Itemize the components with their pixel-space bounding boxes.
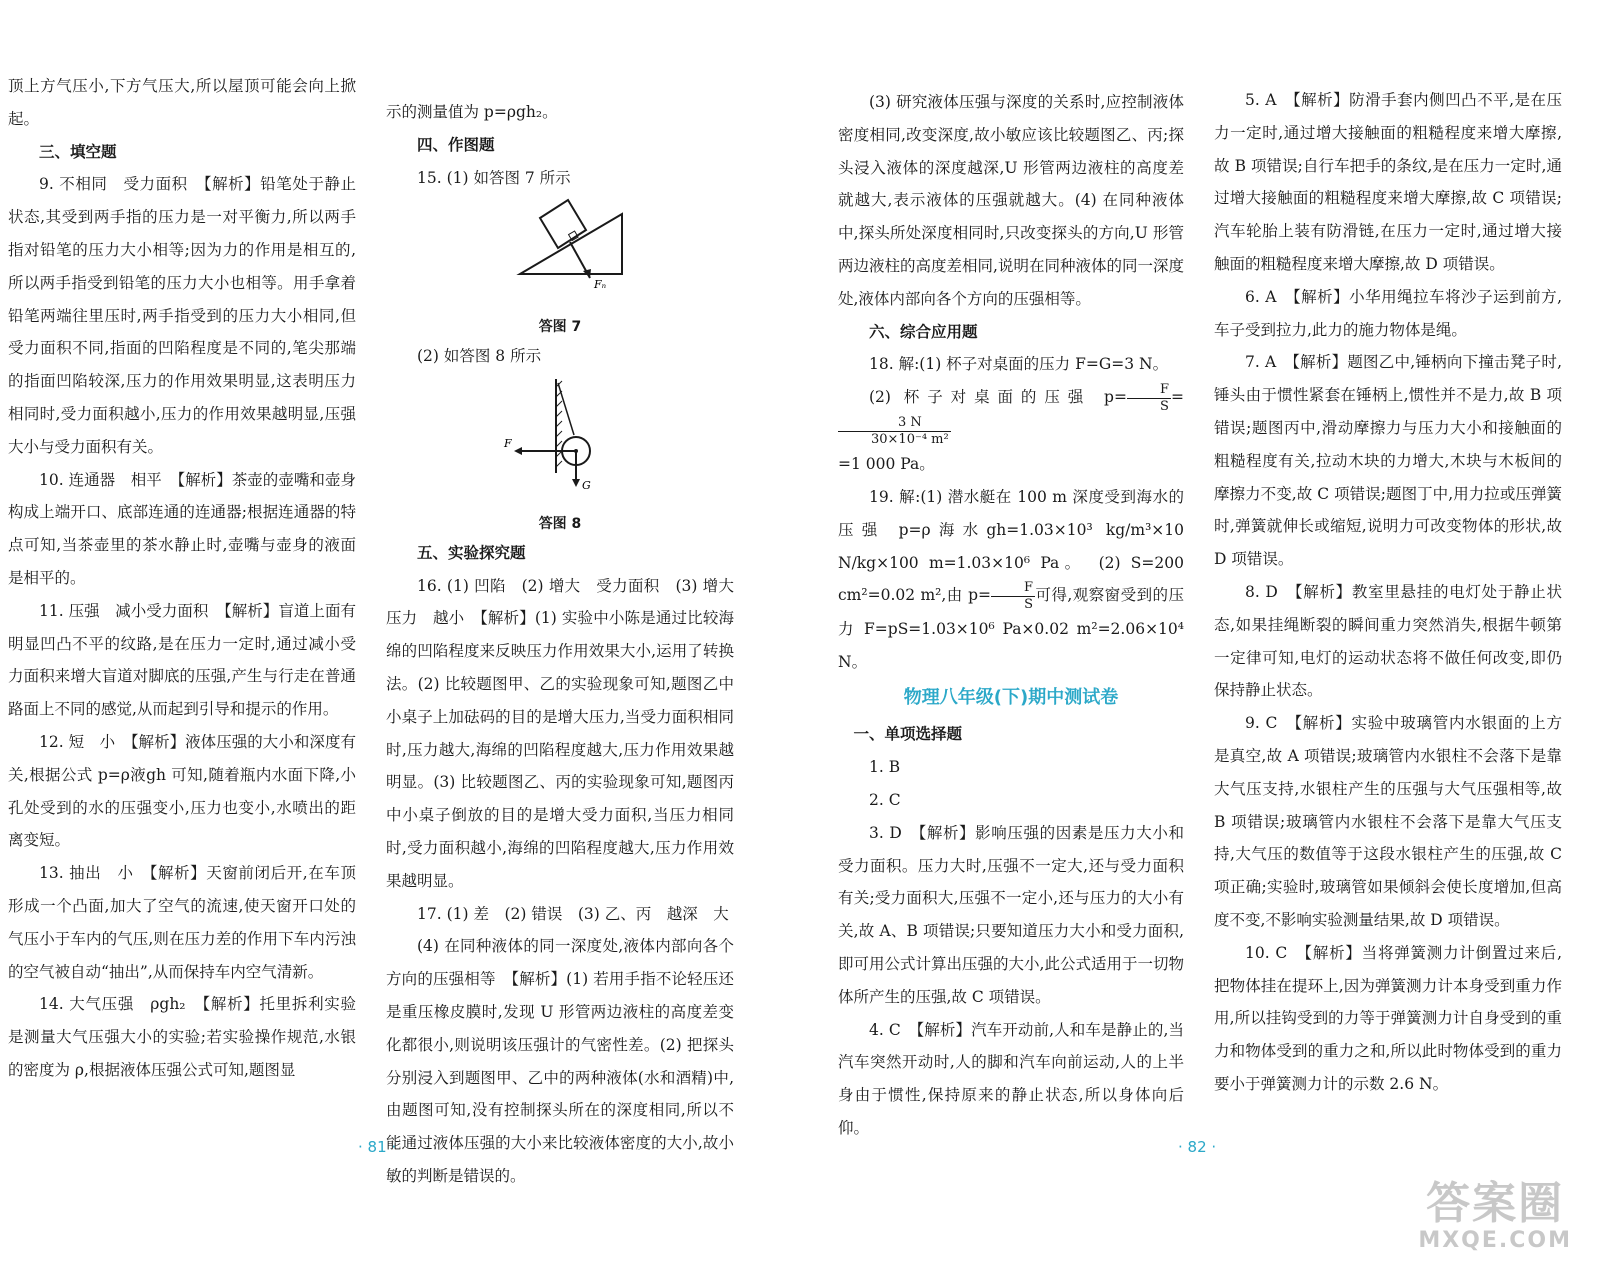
force-f-label: F	[504, 436, 512, 450]
figure-7	[386, 198, 734, 310]
answer-19-text-b: 可得,观察窗受到的压力 F=pS=1.03×10⁶ Pa×0.02 m²=2.06×10⁴ N。	[838, 586, 1184, 671]
fraction-denominator: S	[1024, 596, 1033, 612]
answer-18-a: 18. 解:(1) 杯子对桌面的压力 F=G=3 N。	[869, 355, 1169, 374]
answer-15-1: 15. (1) 如答图 7 所示	[417, 168, 571, 187]
answer-9-c: 9. C 【解析】实验中玻璃管内水银面的上方是真空,故 A 项错误;玻璃管内水银柱不会落下是靠大气压支持,水银柱产生的压强与大气压强相等,故 B 项错误;玻璃管内水银柱不会落下是靠大气压支持,大气压的数值等于这段水银柱产生的压强,故 C 项正确;实验时,玻璃管如果倾斜会使长度增加,但高度不变,不影响实验测量结果,故 D 项错误。	[1214, 714, 1562, 929]
force-label: Fₙ	[594, 278, 607, 292]
answer-10-c: 10. C 【解析】当将弹簧测力计倒置过来后,把物体挂在提环上,因为弹簧测力计本身受到重力作用,所以挂钩受到的力等于弹簧测力计自身受到的重力和物体受到的重力之和,所以此时物体受到的重力要小于弹簧测力计的示数 2.6 N。	[1214, 943, 1562, 1093]
answer-8: 8. D 【解析】教室里悬挂的电灯处于静止状态,如果挂绳断裂的瞬间重力突然消失,根据牛顿第一定律可知,电灯的运动状态将不做任何改变,即仍保持静止状态。	[1214, 582, 1562, 700]
fraction-f-over-s	[1127, 382, 1171, 415]
fraction-denominator: S	[1160, 398, 1169, 414]
fraction-numerator: F	[1127, 382, 1171, 399]
answer-18-c: =1 000 Pa。	[838, 455, 935, 474]
answer-9: 9. 不相同 受力面积 【解析】铅笔处于静止状态,其受到两手指的压力是一对平衡力,所以两手指对铅笔的压力大小相等;因为力的作用是相互的,所以两手指受到铅笔的压力大小也相等。用手拿着铅笔两端往里压时,两手指受到的压力大小相同,但受力面积不同,指面的凹陷程度是不同的,笔尖那端的指面凹陷较深,压力的作用效果明显,这表明压力相同时,受力面积越小,压力的作用效果越明显,压强大小与受力面积有关。	[8, 175, 356, 456]
answer-18-b-text: (2) 杯子对桌面的压强 p=	[869, 388, 1127, 407]
force-f-head	[514, 447, 522, 455]
fraction-values	[838, 415, 951, 448]
equals-sign: =	[1171, 388, 1184, 407]
answer-10: 10. 连通器 相平 【解析】茶壶的壶嘴和壶身构成上端开口、底部连通的连通器;根据连通器的特点可知,当茶壶里的茶水静止时,壶嘴与壶身的液面是相平的。	[8, 470, 356, 587]
answer-13: 13. 抽出 小 【解析】天窗前闭后开,在车顶形成一个凸面,加大了空气的流速,使天窗开口处的气压小于车内的气压,则在压力差的作用下车内污浊的空气被自动“抽出”,从而保持车内空气清新。	[8, 864, 356, 981]
caption-figure-8: 答图 8	[538, 515, 582, 532]
answer-17-b: (4) 在同种液体的同一深度处,液体内部向各个方向的压强相等 【解析】(1) 若用手指不论轻压还是重压橡皮膜时,发现 U 形管两边液柱的高度差变化都很小,则说明该压强计的气密性差。(2) 把探头分别浸入到题图甲、乙中的两种液体(水和酒精)中,由题图可知,没有控制探头所在的深度相同,所以不能通过液体压强的大小来比较液体密度的大小,故小敏的判断是错误的。	[386, 937, 734, 1185]
answer-7: 7. A 【解析】题图乙中,锤柄向下撞击凳子时,锤头由于惯性紧套在锤柄上,惯性并不是力,故 B 项错误;题图丙中,滑动摩擦力与压力大小和接触面的粗糙程度有关,拉动木块的力增大,木块与木板间的摩擦力不变,故 C 项错误;题图丁中,用力拉或压弹簧时,弹簧就伸长或缩短,说明力可改变物体的形状,故 D 项错误。	[1214, 353, 1562, 569]
wall-ball-diagram	[500, 377, 620, 495]
answer-6: 6. A 【解析】小华用绳拉车将沙子运到前方,车子受到拉力,此力的施力物体是绳。	[1214, 287, 1562, 339]
watermark-url: MXQE.COM	[1418, 1228, 1572, 1253]
answer-17-c: (3) 研究液体压强与深度的关系时,应控制液体密度相同,改变深度,故小敏应该比较题图乙、丙;探头浸入液体的深度越深,U 形管两边液柱的高度差就越大,表示液体的压强就越大。(4) 在同种液体中,探头所处深度相同时,只改变探头的方向,U 形管两边液柱的高度差相同,说明在同种液体的同一深度处,液体内部向各个方向的压强相等。	[838, 93, 1184, 308]
left-column-2	[386, 96, 750, 1193]
page-number-left: · 81 ·	[358, 1138, 397, 1156]
watermark-text: 答案圈	[1426, 1178, 1565, 1229]
gravity-label: G	[582, 478, 591, 492]
answer-19	[838, 481, 1184, 678]
answer-1: 1. B	[869, 758, 901, 777]
section-heading-experiment: 五、实验探究题	[417, 543, 526, 562]
answer-5: 5. A 【解析】防滑手套内侧凹凸不平,是在压力一定时,通过增大接触面的粗糙程度来增大摩擦,故 B 项错误;自行车把手的条纹,是在压力一定时,通过增大接触面的粗糙程度来增大摩擦,故 C 项错误;汽车轮胎上装有防滑链,在压力一定时,通过增大接触面的粗糙程度来增大摩擦,故 D 项错误。	[1214, 91, 1562, 273]
page-number-right: · 82 ·	[1178, 1138, 1217, 1156]
right-column-2	[1214, 84, 1562, 1101]
left-column-1	[8, 70, 356, 1087]
section-heading-drawing: 四、作图题	[417, 135, 495, 154]
block-on-incline	[540, 200, 586, 248]
answer-19-text-a: 19. 解:(1) 潜水艇在 100 m 深度受到海水的压强 p=ρ海水gh=1.03×10³ kg/m³×10 N/kg×100 m=1.03×10⁶ Pa。 (2) S=200 cm²=0.02 m²,由 p=	[838, 487, 1184, 605]
answer-11: 11. 压强 减小受力面积 【解析】盲道上面有明显凹凸不平的纹路,是在压力一定时,通过减小受力面积来增大盲道对脚底的压强,产生与行走在普通路面上不同的感觉,从而起到引导和提示的作用。	[8, 601, 356, 719]
incline-diagram	[490, 198, 630, 298]
answer-15-2: (2) 如答图 8 所示	[417, 347, 542, 366]
answer-18-b	[838, 381, 1184, 448]
watermark-logo	[1418, 1180, 1572, 1253]
fraction-denominator: 30×10⁻⁴ m²	[871, 432, 949, 448]
answer-16: 16. (1) 凹陷 (2) 增大 受力面积 (3) 增大 压力 越小 【解析】(1) 实验中小陈是通过比较海绵的凹陷程度来反映压力作用效果大小,运用了转换法。(2) 比较题图甲、乙的实验现象可知,题图乙中小桌子上加砝码的目的是增大压力,当受力面积相同时,压力越大,海绵的凹陷程度越大,压力作用效果越明显。(3) 比较题图乙、丙的实验现象可知,题图丙中小桌子倒放的目的是增大受力面积,当压力相同时,受力面积越小,海绵的凹陷程度越大,压力作用效果越明显。	[386, 576, 750, 890]
test-title: 物理八年级(下)期中测试卷	[903, 687, 1119, 709]
para-14-cont: 示的测量值为 p=ρgh₂。	[386, 103, 558, 121]
answer-3: 3. D 【解析】影响压强的因素是压力大小和受力面积。压力大时,压强不一定大,还与受力面积有关;受力面积大,压强不一定小,还与压力的大小有关,故 A、B 项错误;只要知道压力大小和受力面积,即可用公式计算出压强的大小,此公式适用于一切物体所产生的压强,故 C 项错误。	[838, 823, 1184, 1006]
fraction-numerator: 3 N	[838, 415, 951, 432]
para-roof-cont: 顶上方气压小,下方气压大,所以屋顶可能会向上掀起。	[8, 77, 356, 128]
answer-2: 2. C	[869, 791, 901, 810]
answer-12: 12. 短 小 【解析】液体压强的大小和深度有关,根据公式 p=ρ液gh 可知,随着瓶内水面下降,小孔处受到的水的压强变小,压力也变小,水喷出的距离变短。	[8, 732, 356, 850]
answer-14: 14. 大气压强 ρgh₂ 【解析】托里拆利实验是测量大气压强大小的实验;若实验操作规范,水银的密度为 ρ,根据液体压强公式可知,题图显	[8, 995, 356, 1079]
fraction-numerator: F	[991, 580, 1035, 597]
section-heading-single-choice: 一、单项选择题	[853, 725, 963, 744]
gravity-head	[572, 479, 580, 487]
section-heading-application: 六、综合应用题	[869, 322, 978, 341]
answer-17-a: 17. (1) 差 (2) 错误 (3) 乙、丙 越深 大	[417, 904, 729, 923]
right-page	[800, 0, 1600, 1275]
section-heading-fill: 三、填空题	[39, 142, 117, 161]
caption-figure-7: 答图 7	[538, 319, 582, 336]
fraction-f-over-s	[991, 580, 1035, 613]
right-column-1	[838, 86, 1184, 1145]
answer-4: 4. C 【解析】汽车开动前,人和车是静止的,当汽车突然开动时,人的脚和汽车向前运动,人的上半身由于惯性,保持原来的静止状态,所以身体向后仰。	[838, 1020, 1184, 1138]
figure-8	[386, 377, 734, 507]
rope-line	[558, 383, 574, 435]
